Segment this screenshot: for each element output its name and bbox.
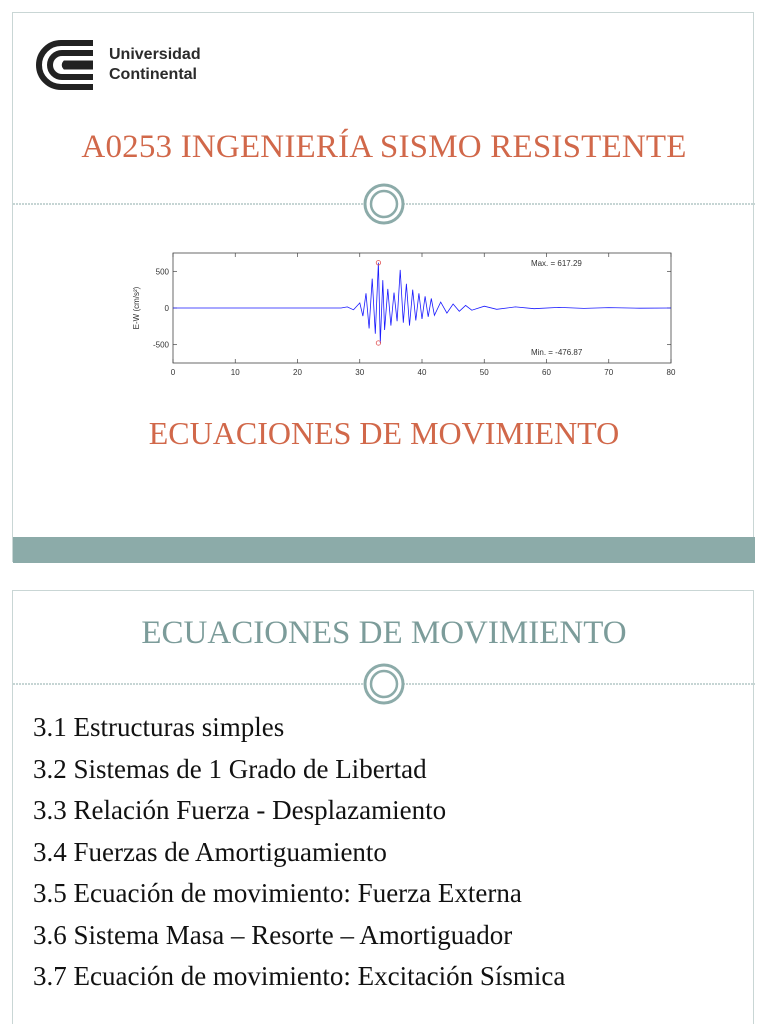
y-tick-label: 0 bbox=[164, 304, 169, 313]
list-item: 3.6 Sistema Masa – Resorte – Amortiguador bbox=[33, 919, 513, 950]
x-tick-label: 70 bbox=[604, 368, 614, 377]
ornament-divider bbox=[13, 186, 755, 226]
university-logo bbox=[35, 39, 201, 91]
annotation-label: Min. = -476.87 bbox=[530, 348, 583, 357]
list-item: 3.3 Relación Fuerza - Desplazamiento bbox=[33, 795, 447, 825]
accelerogram-plot bbox=[113, 239, 676, 389]
x-tick-label: 60 bbox=[542, 368, 551, 377]
logo-line-2: Continental bbox=[109, 66, 197, 83]
footer-bar bbox=[13, 537, 755, 563]
x-tick-label: 10 bbox=[230, 368, 240, 377]
list-item: 3.5 Ecuación de movimiento: Fuerza Externa bbox=[33, 878, 522, 908]
seismic-chart bbox=[113, 239, 676, 389]
logo-text bbox=[109, 45, 201, 85]
title-slide bbox=[12, 12, 754, 562]
contents-title: ECUACIONES DE MOVIMIENTO bbox=[141, 615, 627, 651]
list-item: 3.2 Sistemas de 1 Grado de Libertad bbox=[33, 753, 427, 784]
y-tick-label: 500 bbox=[155, 267, 169, 277]
x-tick-label: 50 bbox=[479, 368, 489, 377]
annotation-label: Max. = 617.29 bbox=[530, 259, 582, 268]
y-axis-label: E-W (cm/s²) bbox=[132, 286, 141, 330]
topics-list bbox=[33, 707, 565, 998]
continental-logo-icon bbox=[35, 39, 99, 91]
x-tick-label: 40 bbox=[417, 368, 427, 377]
list-item: 3.7 Ecuación de movimiento: Excitación Sísmica bbox=[33, 961, 566, 991]
contents-slide bbox=[12, 590, 754, 1024]
list-item: 3.1 Estructuras simples bbox=[33, 712, 285, 742]
x-tick-label: 20 bbox=[293, 368, 302, 377]
x-tick-label: 0 bbox=[170, 368, 176, 377]
course-title: A0253 INGENIERÍA SISMO RESISTENTE bbox=[81, 129, 687, 165]
slide-subtitle: ECUACIONES DE MOVIMIENTO bbox=[148, 415, 620, 451]
list-item: 3.4 Fuerzas de Amortiguamiento bbox=[33, 836, 387, 867]
y-tick-label: -500 bbox=[152, 340, 169, 350]
x-tick-label: 80 bbox=[666, 368, 676, 377]
x-tick-label: 30 bbox=[355, 368, 365, 377]
logo-line-1: Universidad bbox=[109, 46, 201, 63]
ornament-divider bbox=[13, 664, 755, 704]
